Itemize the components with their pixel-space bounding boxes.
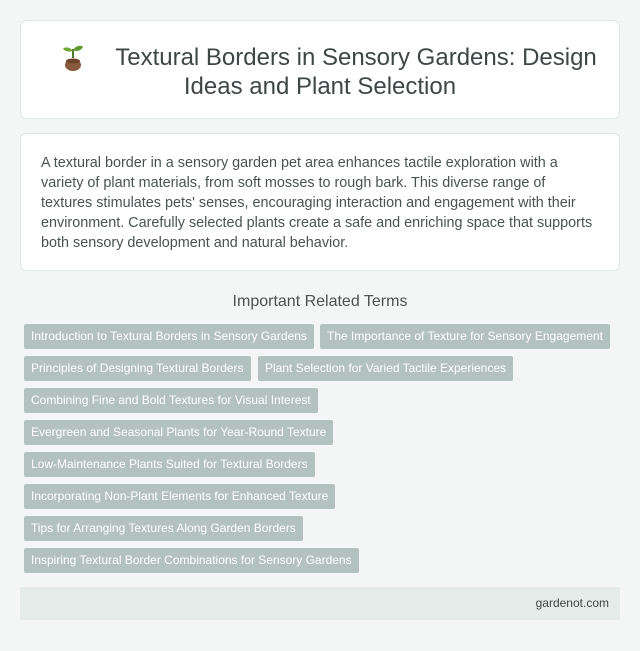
- term-tag[interactable]: Combining Fine and Bold Textures for Visual Interest: [24, 388, 318, 413]
- term-tag[interactable]: Evergreen and Seasonal Plants for Year-Round Texture: [24, 420, 333, 445]
- term-tag[interactable]: Plant Selection for Varied Tactile Experiences: [258, 356, 513, 381]
- page-title-line-1: Textural Borders in Sensory Gardens: Design: [115, 44, 597, 71]
- term-tag[interactable]: Introduction to Textural Borders in Sensory Gardens: [24, 324, 314, 349]
- footer: [20, 587, 620, 620]
- footer-site-link[interactable]: gardenot.com: [535, 596, 609, 610]
- page-title: [40, 43, 600, 101]
- term-tag[interactable]: Tips for Arranging Textures Along Garden Borders: [24, 516, 303, 541]
- term-tag[interactable]: The Importance of Texture for Sensory Engagement: [320, 324, 610, 349]
- term-tag[interactable]: Inspiring Textural Border Combinations for Sensory Gardens: [24, 548, 359, 573]
- term-tag[interactable]: Low-Maintenance Plants Suited for Textural Borders: [24, 452, 315, 477]
- intro-card: [20, 133, 620, 271]
- related-terms-heading: Important Related Terms: [232, 293, 408, 310]
- intro-text: A textural border in a sensory garden pet area enhances tactile exploration with a variety of plant materials, from soft mosses to rough bark. This diverse range of textures stimulates pets' senses, encouraging interaction and engagement with their environment. Carefully selected plants create a safe and enriching space that supports both sensory development and natural behavior.: [41, 155, 593, 251]
- term-tag[interactable]: Incorporating Non-Plant Elements for Enhanced Texture: [24, 484, 335, 509]
- page-title-line-2: Ideas and Plant Selection: [183, 73, 457, 100]
- term-tag[interactable]: Principles of Designing Textural Borders: [24, 356, 251, 381]
